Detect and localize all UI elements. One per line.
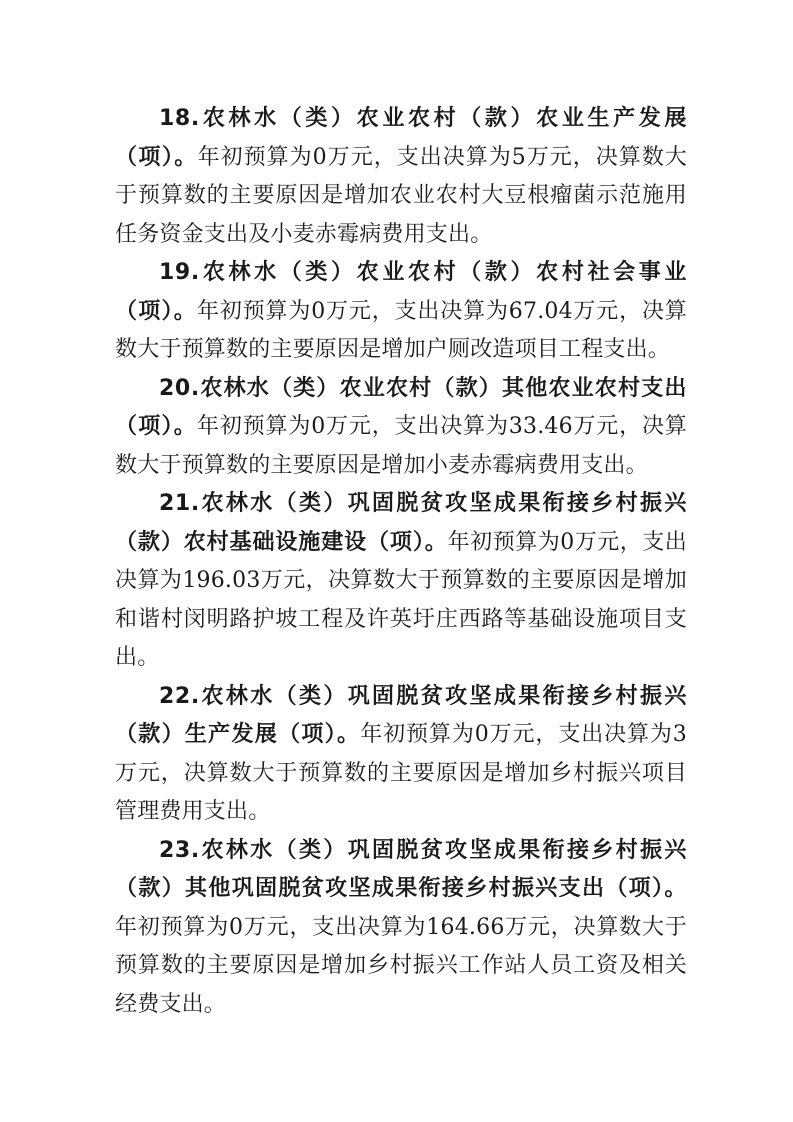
paragraph-item-18 (115, 100, 687, 254)
paragraph-body: 年初预算为0万元，支出决算为5万元，决算数大于预算数的主要原因是增加农业农村大豆根瘤菌示范施用任务资金支出及小麦赤霉病费用支出。 (115, 144, 687, 247)
paragraph-item-22 (115, 678, 687, 832)
paragraph-heading: 20.农林水（类）农业农村（款）其他农业农村支出（项）。 (115, 375, 687, 439)
paragraph-heading: 23.农林水（类）巩固脱贫攻坚成果衔接乡村振兴（款）其他巩固脱贫攻坚成果衔接乡村振兴支出（项）。 (115, 837, 687, 901)
document-page (115, 100, 687, 1024)
paragraph-body: 年初预算为0万元，支出决算为33.46万元，决算数大于预算数的主要原因是增加小麦赤霉病费用支出。 (115, 414, 688, 478)
paragraph-heading: 18.农林水（类）农业农村（款）农业生产发展（项）。 (115, 106, 687, 170)
paragraph-item-19 (115, 254, 687, 370)
paragraph-item-20 (115, 370, 687, 486)
paragraph-heading: 19.农林水（类）农业农村（款）农村社会事业（项）。 (115, 260, 687, 324)
paragraph-body: 年初预算为0万元，支出决算为164.66万元，决算数大于预算数的主要原因是增加乡村振兴工作站人员工资及相关经费支出。 (115, 914, 687, 1017)
paragraph-item-23 (115, 832, 687, 1025)
paragraph-heading: 22.农林水（类）巩固脱贫攻坚成果衔接乡村振兴（款）生产发展（项）。 (115, 683, 687, 747)
paragraph-heading: 21.农林水（类）巩固脱贫攻坚成果衔接乡村振兴（款）农村基础设施建设（项）。 (115, 491, 687, 555)
paragraph-body: 年初预算为0万元，支出决算为3万元，决算数大于预算数的主要原因是增加乡村振兴项目管理费用支出。 (115, 722, 687, 824)
paragraph-item-21 (115, 485, 687, 678)
paragraph-body: 年初预算为0万元，支出决算为67.04万元，决算数大于预算数的主要原因是增加户厕改造项目工程支出。 (115, 298, 688, 362)
paragraph-body: 年初预算为0万元，支出决算为196.03万元，决算数大于预算数的主要原因是增加和谐村闵明路护坡工程及许英圩庄西路等基础设施项目支出。 (115, 529, 687, 670)
